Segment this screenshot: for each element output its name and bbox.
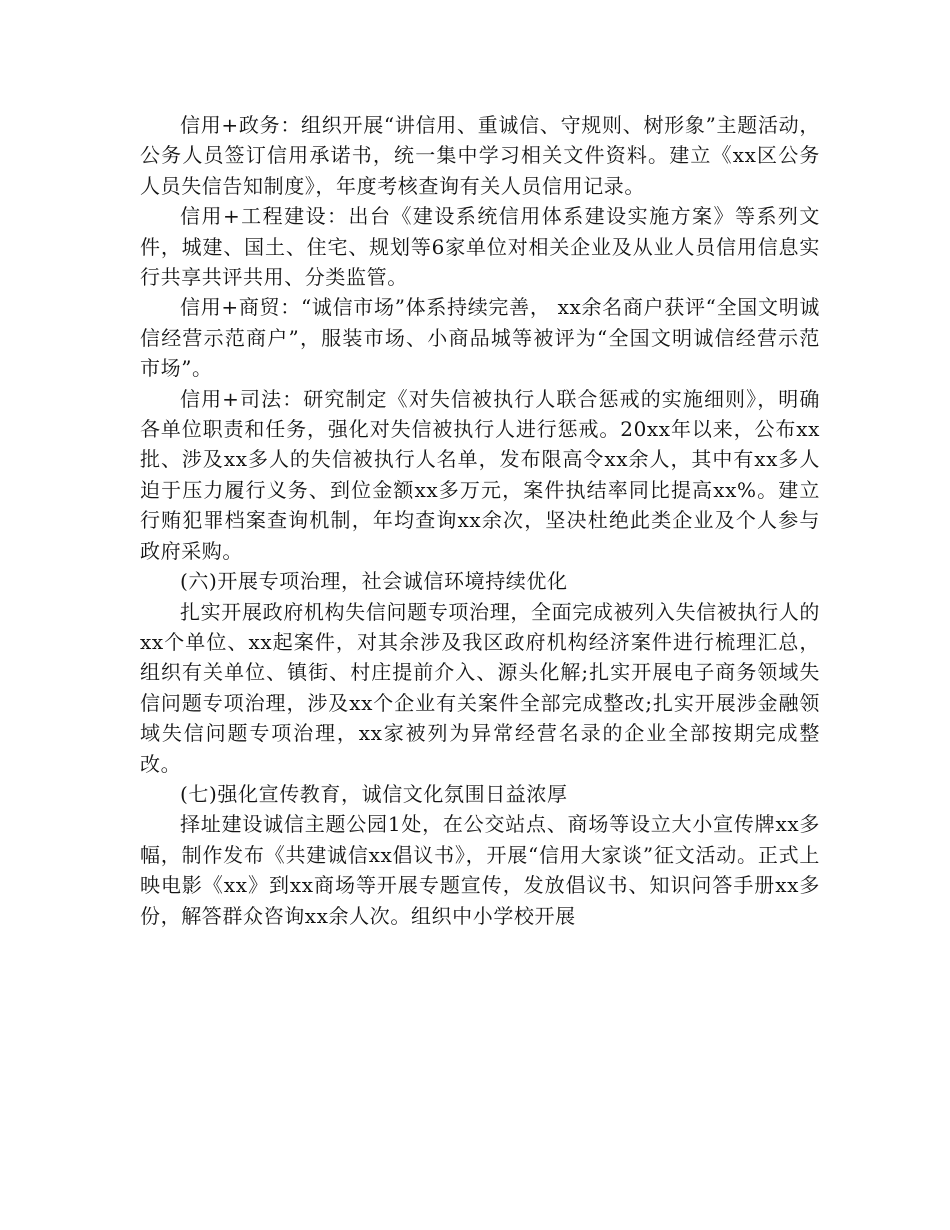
paragraph-credit-judicial: 信用+司法：研究制定《对失信被执行人联合惩戒的实施细则》，明确各单位职责和任务，强化对失信被执行人进行惩戒。20xx年以来，公布xx批、涉及xx多人的失信被执行人名单，发布限高令xx余人，其中有xx多人迫于压力履行义务、到位金额xx多万元，案件执结率同比提高xx%。建立行贿犯罪档案查询机制，年均查询xx余次，坚决杜绝此类企业及个人参与政府采购。 xyxy=(140,386,820,563)
document-page xyxy=(140,110,820,931)
paragraph-section-6: 扎实开展政府机构失信问题专项治理，全面完成被列入失信被执行人的xx个单位、xx起案件，对其余涉及我区政府机构经济案件进行梳理汇总，组织有关单位、镇街、村庄提前介入、源头化解;扎实开展电子商务领域失信问题专项治理，涉及xx个企业有关案件全部完成整改;扎实开展涉金融领域失信问题专项治理，xx家被列为异常经营名录的企业全部按期完成整改。 xyxy=(140,599,820,776)
paragraph-credit-government: 信用+政务：组织开展“讲信用、重诚信、守规则、树形象”主题活动，公务人员签订信用承诺书，统一集中学习相关文件资料。建立《xx区公务人员失信告知制度》，年度考核查询有关人员信用记录。 xyxy=(140,113,820,198)
paragraph-section-7: 择址建设诚信主题公园1处，在公交站点、商场等设立大小宣传牌xx多幅，制作发布《共建诚信xx倡议书》，开展“信用大家谈”征文活动。正式上映电影《xx》到xx商场等开展专题宣传，发放倡议书、知识问答手册xx多份，解答群众咨询xx余人次。组织中小学校开展 xyxy=(140,812,820,928)
section-heading-7: (七)强化宣传教育，诚信文化氛围日益浓厚 xyxy=(180,781,568,806)
paragraph-credit-commerce: 信用+商贸：“诚信市场”体系持续完善， xx余名商户获评“全国文明诚信经营示范商户”，服装市场、小商品城等被评为“全国文明诚信经营示范市场”。 xyxy=(140,295,820,381)
paragraph-credit-construction: 信用+工程建设：出台《建设系统信用体系建设实施方案》等系列文件，城建、国土、住宅、规划等6家单位对相关企业及从业人员信用信息实行共享共评共用、分类监管。 xyxy=(140,204,820,290)
section-heading-6: (六)开展专项治理，社会诚信环境持续优化 xyxy=(180,569,568,594)
